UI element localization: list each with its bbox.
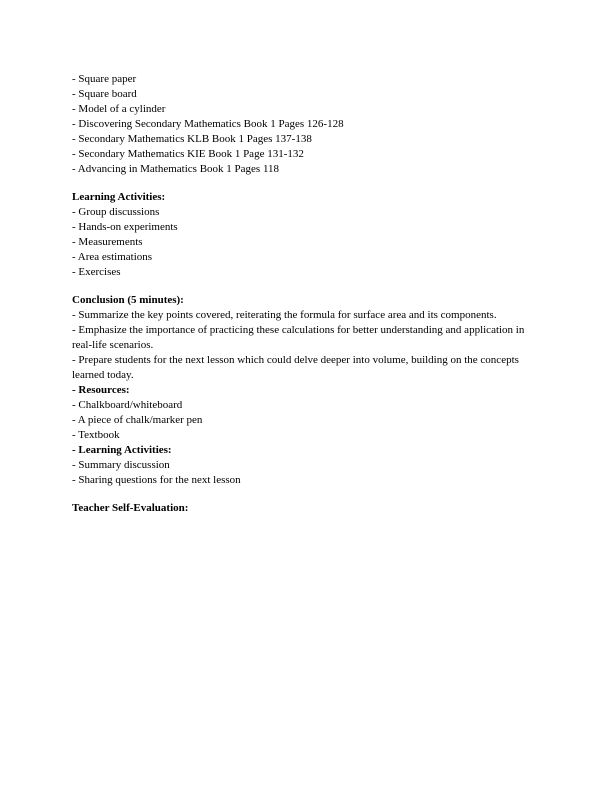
list-item: - Discovering Secondary Mathematics Book 1 Pages 126-128 [72,118,344,130]
learning-activities-section [72,190,542,280]
list-item: - Measurements [72,236,143,248]
list-item: - Chalkboard/whiteboard [72,399,183,411]
list-item: - Secondary Mathematics KLB Book 1 Pages 137-138 [72,133,312,145]
list-item: - A piece of chalk/marker pen [72,414,203,426]
section-gap [72,488,542,501]
list-item: - Square paper [72,73,137,85]
document-page [72,72,542,516]
paragraph: - Prepare students for the next lesson which could delve deeper into volume, building on the concepts learned today. [72,354,519,381]
list-item: - Group discussions [72,206,160,218]
list-item: - Exercises [72,266,121,278]
list-item: - Sharing questions for the next lesson [72,474,241,486]
list-item: - Hands-on experiments [72,221,178,233]
list-item: - Model of a cylinder [72,103,166,115]
subheading: - Resources: [72,384,130,396]
paragraph: - Emphasize the importance of practicing these calculations for better understanding and application in real-life scenarios. [72,324,525,351]
list-item: - Textbook [72,429,120,441]
list-item: - Advancing in Mathematics Book 1 Pages 118 [72,163,280,175]
section-heading: Learning Activities: [72,191,166,203]
list-item: - Summary discussion [72,459,170,471]
section-gap [72,280,542,293]
list-item: - Square board [72,88,137,100]
section-heading: Teacher Self-Evaluation: [72,502,189,514]
list-item: - Area estimations [72,251,153,263]
section-heading: Conclusion (5 minutes): [72,294,184,306]
materials-list [72,72,542,177]
conclusion-section [72,293,542,488]
subheading: - Learning Activities: [72,444,172,456]
list-item: - Secondary Mathematics KIE Book 1 Page 131-132 [72,148,304,160]
paragraph: - Summarize the key points covered, reiterating the formula for surface area and its components. [72,309,497,321]
section-gap [72,177,542,190]
self-evaluation-section [72,501,542,516]
